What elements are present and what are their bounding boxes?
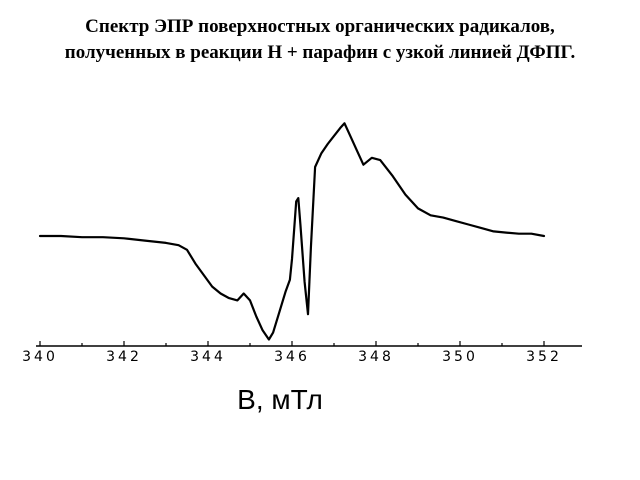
x-axis-title: B, мТл <box>237 384 323 415</box>
epr-spectrum-line <box>40 123 544 339</box>
x-tick-label: 350 <box>442 349 478 365</box>
x-tick-label: 340 <box>22 349 58 365</box>
x-tick-label: 342 <box>106 349 142 365</box>
x-tick-label: 348 <box>358 349 394 365</box>
x-tick-label: 344 <box>190 349 226 365</box>
chart-title-line-2: полученных в реакции Н + парафин с узкой линией ДФПГ. <box>64 42 576 63</box>
x-axis-tick-labels <box>22 349 562 365</box>
x-tick-label: 352 <box>526 349 562 365</box>
x-tick-label: 346 <box>274 349 310 365</box>
chart-title-line-1: Спектр ЭПР поверхностных органических радикалов, <box>85 16 555 37</box>
